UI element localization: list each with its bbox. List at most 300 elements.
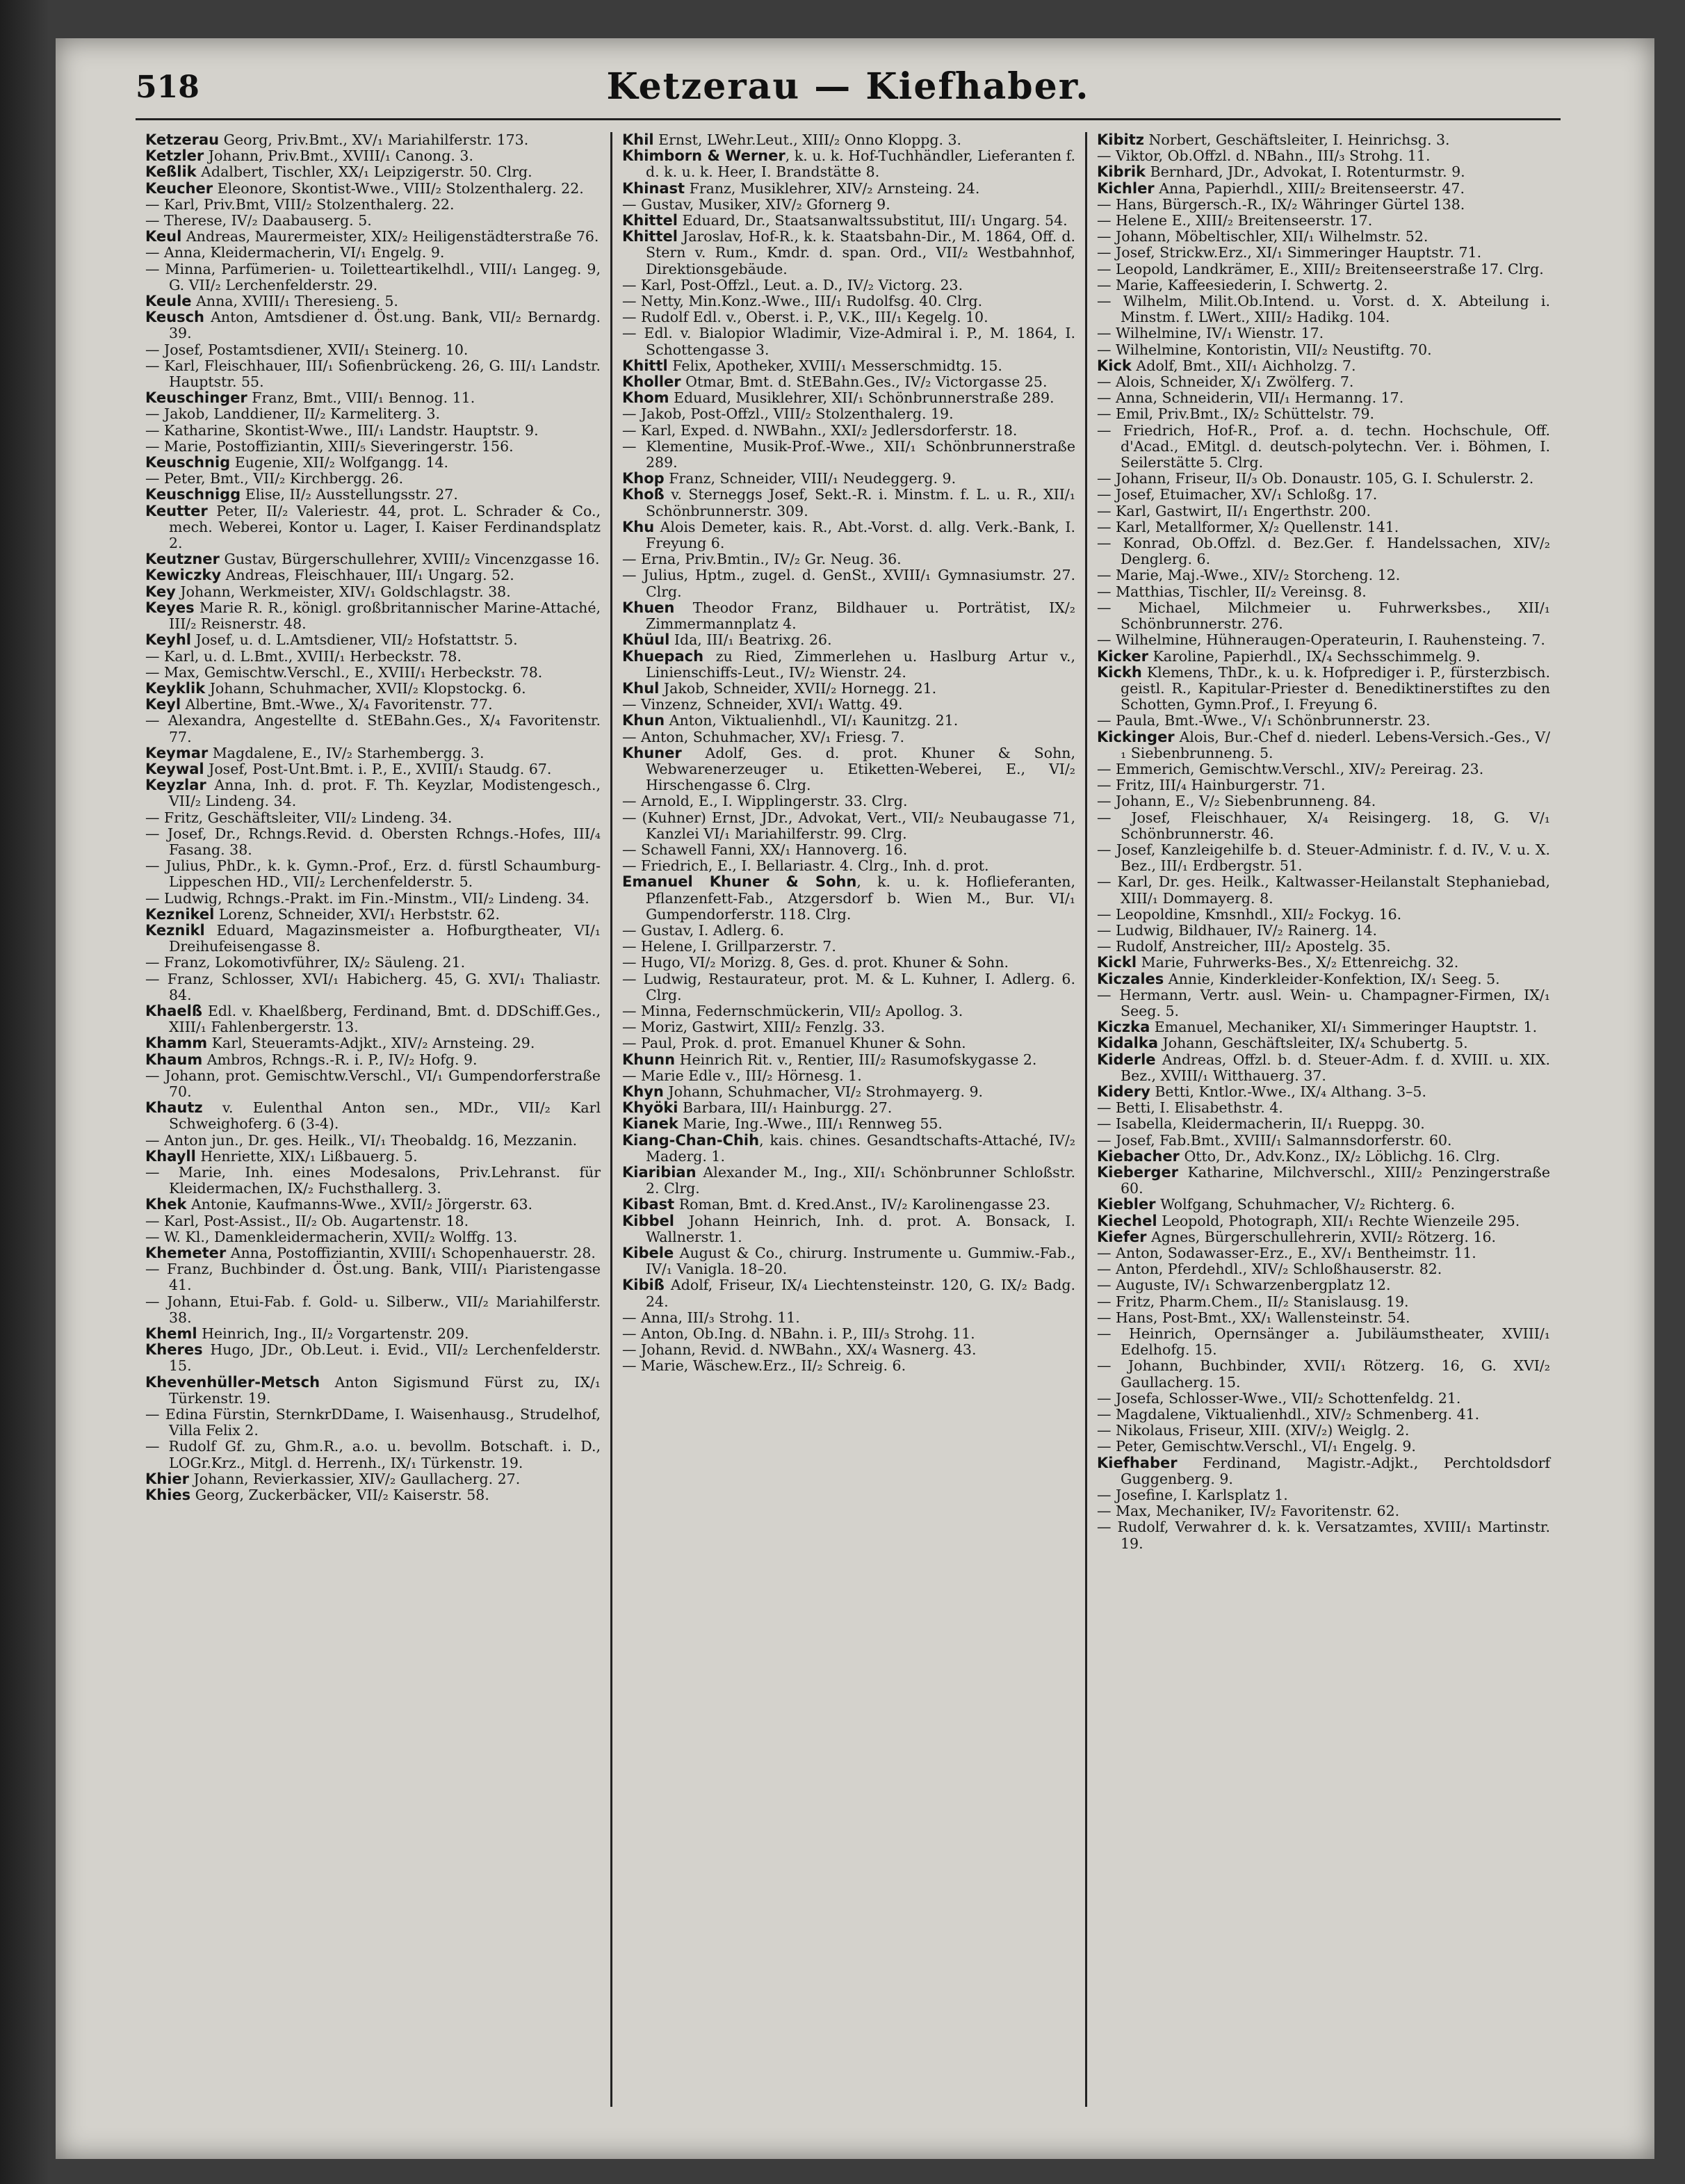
directory-entry (622, 358, 1075, 374)
entry-text: — Karl, Metallformer, X/₂ Quellenstr. 141. (1097, 518, 1399, 535)
directory-entry (145, 1229, 601, 1245)
entry-text: — Magdalene, Viktualienhdl., XIV/₂ Schmenberg. 41. (1097, 1406, 1480, 1423)
entry-text: — Arnold, E., I. Wipplingerstr. 33. Clrg. (622, 793, 908, 810)
directory-entry (1097, 1487, 1550, 1503)
directory-entry (1097, 1052, 1550, 1084)
directory-entry (1097, 1133, 1550, 1149)
entry-text: — Anton, Sodawasser-Erz., E., XV/₁ Bentheimstr. 11. (1097, 1245, 1476, 1262)
directory-entry (1097, 277, 1550, 293)
entry-headword: Khittel (622, 228, 678, 245)
entry-headword: Kibitz (1097, 132, 1144, 148)
entry-text: — Max, Gemischtw.Verschl., E., XVIII/₁ Herbeckstr. 78. (145, 663, 543, 681)
directory-entry (622, 745, 1075, 794)
directory-entry (1097, 713, 1550, 729)
entry-text: Otmar, Bmt. d. StEBahn.Ges., IV/₂ Victorgasse 25. (681, 373, 1048, 391)
entry-text: — Marie, Maj.-Wwe., XIV/₂ Storcheng. 12. (1097, 567, 1401, 584)
directory-entry (1097, 1407, 1550, 1423)
entry-headword: Kibrik (1097, 163, 1146, 181)
entry-headword: Khil (622, 132, 654, 148)
directory-entry (145, 503, 601, 552)
entry-text: Eduard, Dr., Staatsanwaltssubstitut, III/₁ Ungarg. 54. (677, 212, 1068, 229)
directory-entry (145, 1294, 601, 1326)
entry-text: — Rudolf, Verwahrer d. k. k. Versatzamtes, XVIII/₁ Martinstr. 19. (1097, 1519, 1550, 1552)
entry-headword: Khun (622, 712, 665, 729)
directory-entry (1097, 1277, 1550, 1293)
directory-entry (622, 423, 1075, 439)
directory-entry (622, 1003, 1075, 1019)
entry-headword: Khu (622, 518, 655, 535)
entry-headword: Khimborn & Werner (622, 147, 785, 165)
directory-entry (145, 567, 601, 583)
entry-headword: Kianek (622, 1115, 678, 1133)
entry-text: — Leopoldine, Kmsnhdl., XII/₂ Fockyg. 16. (1097, 905, 1402, 923)
directory-entry (1097, 1358, 1550, 1390)
directory-entry (145, 1245, 601, 1261)
directory-entry (1097, 358, 1550, 374)
directory-entry (1097, 1229, 1550, 1245)
document-page (56, 38, 1654, 2159)
directory-entry (622, 1245, 1075, 1277)
directory-entry (145, 923, 601, 955)
directory-entry (622, 923, 1075, 939)
entry-text: Andreas, Maurermeister, XIX/₂ Heiligenstädterstraße 76. (181, 228, 599, 245)
entry-text: — Friedrich, Hof-R., Prof. a. d. techn. Hochschule, Off. d'Acad., EMitgl. d. deutsch-polytechn. Ver. i. Böhmen, I. Seilerstätte 5. Clrg. (1097, 421, 1550, 471)
directory-entry (145, 309, 601, 341)
entry-text: Anton, Viktualienhdl., VI/₁ Kaunitzg. 21. (665, 712, 959, 729)
directory-entry (622, 406, 1075, 422)
entry-text: Leopold, Photograph, XII/₁ Rechte Wienzeile 295. (1157, 1212, 1520, 1229)
entry-text: — Matthias, Tischler, II/₂ Vereinsg. 8. (1097, 583, 1367, 600)
entry-text: Anna, Papierhdl., XIII/₂ Breitenseerstr. 47. (1154, 179, 1465, 197)
entry-text: Gustav, Bürgerschullehrer, XVIII/₂ Vincenzgasse 16. (219, 551, 600, 568)
entry-text: Andreas, Offzl. b. d. Steuer-Adm. f. d. XVIII. u. XIX. Bez., XVIII/₁ Witthauerg. 37. (1121, 1051, 1550, 1084)
entry-headword: Khüul (622, 631, 670, 649)
entry-text: August & Co., chirurg. Instrumente u. Gummiw.-Fab., IV/₁ Vanigla. 18–20. (646, 1245, 1075, 1278)
entry-headword: Keuschnigg (145, 486, 241, 503)
entry-text: — Franz, Lokomotivführer, IX/₂ Säuleng. 21. (145, 954, 466, 971)
entry-headword: Kicker (1097, 647, 1148, 665)
directory-entry (622, 374, 1075, 390)
entry-headword: Khuepach (622, 647, 704, 665)
entry-text: — Edl. v. Bialopior Wladimir, Vize-Admiral i. P., M. 1864, I. Schottengasse 3. (622, 325, 1075, 358)
directory-entry (622, 213, 1075, 229)
entry-text: Marie, Fuhrwerks-Bes., X/₂ Ettenreichg. 32. (1137, 954, 1459, 971)
entry-headword: Kewiczky (145, 567, 222, 584)
entry-headword: Kibele (622, 1245, 674, 1262)
directory-entry (1097, 1439, 1550, 1455)
directory-entry (1097, 567, 1550, 583)
entry-text: — Paul, Prok. d. prot. Emanuel Khuner & Sohn. (622, 1035, 966, 1052)
entry-text: — Marie, Postoffiziantin, XIII/₅ Sieveringerstr. 156. (145, 437, 514, 455)
directory-entry (145, 745, 601, 761)
entry-text: — Karl, Gastwirt, II/₁ Engerthstr. 200. (1097, 502, 1371, 519)
entry-text: — Wilhelm, Milit.Ob.Intend. u. Vorst. d. X. Abteilung i. Minstm. f. LWert., XIII/₂ Hadikg. 104. (1097, 293, 1550, 326)
directory-entry (622, 197, 1075, 213)
directory-entry (622, 293, 1075, 309)
entry-headword: Keyhl (145, 631, 191, 649)
directory-entry (1097, 1197, 1550, 1213)
entry-text: — W. Kl., Damenkleidermacherin, XVII/₂ Wolffg. 13. (145, 1228, 518, 1245)
directory-entry (145, 907, 601, 923)
entry-text: Jaroslav, Hof-R., k. k. Staatsbahn-Dir., M. 1864, Off. d. Stern v. Rum., Kmdr. d. span. Ord., VII/₂ Westbahnhof, Direktionsgebäude. (646, 228, 1075, 277)
entry-text: — Vinzenz, Schneider, XVI/₁ Wattg. 49. (622, 696, 903, 713)
directory-entry (622, 1326, 1075, 1342)
directory-entry (145, 1261, 601, 1293)
directory-entry (145, 487, 601, 503)
entry-headword: Kickinger (1097, 728, 1175, 745)
page-number: 518 (136, 70, 200, 105)
directory-entry (1097, 907, 1550, 923)
entry-text: — Schawell Fanni, XX/₁ Hannoverg. 16. (622, 841, 908, 858)
entry-text: Heinrich Rit. v., Rentier, III/₂ Rasumofskygasse 2. (675, 1051, 1037, 1068)
entry-headword: Keywal (145, 760, 204, 777)
entry-text: Henriette, XIX/₁ Lißbauerg. 5. (195, 1147, 418, 1165)
directory-entry (1097, 1165, 1550, 1197)
directory-entry (622, 649, 1075, 681)
entry-text: Alexander M., Ing., XII/₁ Schönbrunner Schloßstr. 2. Clrg. (646, 1164, 1075, 1197)
directory-entry (1097, 1519, 1550, 1551)
entry-text: — Anton, Pferdehdl., XIV/₂ Schloßhauserstr. 82. (1097, 1261, 1442, 1278)
entry-text: — Katharine, Skontist-Wwe., III/₁ Landstr. Hauptstr. 9. (145, 421, 539, 439)
entry-text: Adolf, Bmt., XII/₁ Aichholzg. 7. (1131, 357, 1356, 374)
directory-entry (145, 1068, 601, 1100)
entry-text: Ferdinand, Magistr.-Adjkt., Perchtoldsdorf Guggenberg. 9. (1121, 1454, 1550, 1487)
directory-entry (1097, 665, 1550, 713)
entry-text: Anna, XVIII/₁ Theresieng. 5. (191, 293, 398, 310)
directory-entry (145, 1407, 601, 1439)
directory-entry (145, 229, 601, 245)
directory-entry (622, 681, 1075, 697)
entry-text: Adolf, Ges. d. prot. Khuner & Sohn, Webwarenerzeuger u. Etiketten-Weberei, E., VI/₂ Hirschengasse 6. Clrg. (646, 744, 1075, 794)
entry-text: — Anna, Kleidermacherin, VI/₁ Engelg. 9. (145, 244, 445, 261)
entry-headword: Kieberger (1097, 1164, 1178, 1181)
directory-entry (622, 1197, 1075, 1213)
entry-text: — Karl, Fleischhauer, III/₁ Sofienbrückeng. 26, G. III/₁ Landstr. Hauptstr. 55. (145, 357, 601, 391)
directory-entry (622, 874, 1075, 923)
directory-entry (622, 229, 1075, 277)
entry-text: Felix, Apotheker, XVIII/₁ Messerschmidtg. 15. (667, 357, 1002, 374)
directory-entry (622, 471, 1075, 487)
entry-headword: Khom (622, 389, 669, 407)
entry-text: — Hugo, VI/₂ Morizg. 8, Ges. d. prot. Khuner & Sohn. (622, 954, 1009, 971)
directory-entry (145, 1487, 601, 1503)
directory-entry (622, 1084, 1075, 1100)
entry-text: Marie, Ing.-Wwe., III/₁ Rennweg 55. (678, 1115, 943, 1133)
entry-text: — Rudolf, Anstreicher, III/₂ Apostelg. 35. (1097, 938, 1391, 955)
page-header (136, 56, 1561, 120)
entry-text: — Anton, Ob.Ing. d. NBahn. i. P., III/₃ Strohg. 11. (622, 1325, 975, 1343)
entry-text: Barbara, III/₁ Hainburgg. 27. (678, 1099, 893, 1117)
directory-entry (145, 342, 601, 358)
entry-text: Klemens, ThDr., k. u. k. Hofprediger i. P., fürsterzbisch. geistl. R., Kapitular-Priester d. Benediktinerstiftes zu den Schotten, Gymn.Prof., I. Freyung 6. (1121, 663, 1550, 713)
directory-entry (1097, 1035, 1550, 1051)
entry-text: Eugenie, XII/₂ Wolfgangg. 14. (230, 454, 449, 471)
directory-entry (1097, 1100, 1550, 1116)
directory-entry (622, 1100, 1075, 1116)
entry-headword: Khop (622, 470, 665, 487)
entry-text: — Minna, Federnschmückerin, VII/₂ Apollog. 3. (622, 1002, 963, 1019)
directory-entry (1097, 810, 1550, 842)
directory-entry (622, 1213, 1075, 1245)
entry-text: — Alois, Schneider, X/₁ Zwölferg. 7. (1097, 373, 1354, 391)
directory-entry (145, 1035, 601, 1051)
directory-entry (145, 358, 601, 390)
entry-text: Eduard, Magazinsmeister a. Hofburgtheater, VI/₁ Dreihufeisengasse 8. (169, 921, 601, 955)
directory-entry (622, 325, 1075, 357)
entry-headword: Khul (622, 679, 660, 697)
directory-entry (1097, 1261, 1550, 1277)
entry-text: Albertine, Bmt.-Wwe., X/₄ Favoritenstr. 77. (181, 696, 493, 713)
entry-headword: Keyes (145, 599, 195, 616)
directory-entry (1097, 148, 1550, 164)
entry-text: Lorenz, Schneider, XVI/₁ Herbststr. 62. (214, 905, 500, 923)
entry-text: Theodor Franz, Bildhauer u. Porträtist, IX/₂ Zimmermannplatz 4. (646, 599, 1075, 633)
entry-text: — Josefine, I. Karlsplatz 1. (1097, 1487, 1288, 1504)
entry-text: Georg, Priv.Bmt., XV/₁ Mariahilferstr. 173. (219, 132, 529, 148)
directory-entry (622, 1310, 1075, 1326)
entry-text: — Gustav, I. Adlerg. 6. (622, 921, 785, 939)
directory-entry (622, 600, 1075, 632)
entry-text: — Franz, Buchbinder d. Öst.ung. Bank, VIII/₁ Piaristengasse 41. (145, 1261, 601, 1294)
entry-text: Eduard, Musiklehrer, XII/₁ Schönbrunnerstraße 289. (669, 389, 1055, 407)
directory-entry (622, 1342, 1075, 1358)
entry-text: Anna, Inh. d. prot. F. Th. Keyzlar, Modistengesch., VII/₂ Lindeng. 34. (169, 777, 601, 810)
entry-text: — Julius, PhDr., k. k. Gymn.-Prof., Erz. d. fürstl Schaumburg-Lippeschen HD., VII/₂ Lerchenfelderstr. 5. (145, 857, 601, 891)
entry-text: Franz, Musiklehrer, XIV/₂ Arnsteing. 24. (685, 179, 980, 197)
directory-entry (1097, 423, 1550, 471)
directory-entry (622, 1133, 1075, 1165)
entry-text: Magdalene, E., IV/₂ Starhembergg. 3. (208, 744, 485, 761)
directory-entry (1097, 649, 1550, 665)
directory-entry (1097, 261, 1550, 277)
entry-headword: Khautz (145, 1099, 203, 1117)
directory-entry (145, 1375, 601, 1407)
directory-entry (145, 697, 601, 713)
entry-headword: Khittel (622, 212, 678, 229)
entry-headword: Khamm (145, 1035, 208, 1052)
directory-entry (145, 1052, 601, 1068)
entry-headword: Khuen (622, 599, 675, 616)
entry-text: — Edina Fürstin, SternkrDDame, I. Waisenhausg., Strudelhof, Villa Felix 2. (145, 1406, 601, 1439)
directory-entry (1097, 842, 1550, 874)
directory-entry (622, 842, 1075, 858)
entry-headword: Key (145, 583, 176, 600)
entry-headword: Kickh (1097, 663, 1142, 681)
entry-headword: Keznikl (145, 921, 205, 939)
directory-entry (622, 390, 1075, 406)
directory-entry (622, 551, 1075, 567)
entry-text: — Marie, Kaffeesiederin, I. Schwertg. 2. (1097, 276, 1388, 293)
entry-text: Katharine, Milchverschl., XIII/₂ Penzingerstraße 60. (1121, 1164, 1550, 1197)
entry-text: Johann, Schuhmacher, VI/₂ Strohmayerg. 9. (663, 1083, 984, 1100)
directory-entry (1097, 245, 1550, 261)
entry-text: Heinrich, Ing., II/₂ Vorgartenstr. 209. (197, 1325, 469, 1343)
entry-headword: Kibiß (622, 1277, 665, 1294)
entry-text: Ida, III/₁ Beatrixg. 26. (669, 631, 832, 649)
entry-headword: Keyl (145, 696, 181, 713)
directory-entry (145, 681, 601, 697)
directory-entry (1097, 761, 1550, 777)
directory-columns (136, 132, 1561, 2107)
entry-text: Johann, Schuhmacher, XVII/₂ Klopstockg. 6. (205, 679, 526, 697)
entry-headword: Keutzner (145, 551, 220, 568)
entry-text: — Fritz, III/₄ Hainburgerstr. 71. (1097, 777, 1326, 794)
entry-text: Norbert, Geschäftsleiter, I. Heinrichsg. 3. (1143, 132, 1450, 148)
entry-text: — Julius, Hptm., zugel. d. GenSt., XVIII/₁ Gymnasiumstr. 27. Clrg. (622, 567, 1075, 600)
entry-text: zu Ried, Zimmerlehen u. Haslburg Artur v., Linienschiffs-Leut., IV/₂ Wienstr. 24. (646, 647, 1075, 681)
directory-entry (1097, 374, 1550, 390)
directory-column-3 (1085, 132, 1560, 2107)
entry-headword: Kiebler (1097, 1196, 1156, 1213)
entry-text: — Johann, prot. Gemischtw.Verschl., VI/₁ Gumpendorferstraße 70. (145, 1067, 601, 1100)
directory-entry (1097, 1294, 1550, 1310)
entry-text: — Leopold, Landkrämer, E., XIII/₂ Breitenseerstraße 17. Clrg. (1097, 260, 1544, 277)
entry-text: — Josef, Fab.Bmt., XVIII/₁ Salmannsdorferstr. 60. (1097, 1131, 1452, 1149)
entry-text: — Johann, Etui-Fab. f. Gold- u. Silberw., VII/₂ Mariahilferstr. 38. (145, 1293, 601, 1326)
entry-text: — Wilhelmine, Kontoristin, VII/₂ Neustiftg. 70. (1097, 341, 1432, 358)
directory-entry (1097, 971, 1550, 987)
entry-text: Johann Heinrich, Inh. d. prot. A. Bonsack, I. Wallnerstr. 1. (646, 1212, 1075, 1245)
directory-entry (1097, 406, 1550, 422)
entry-headword: Keuschnig (145, 454, 231, 471)
entry-text: — Karl, Exped. d. NWBahn., XXI/₂ Jedlersdorferstr. 18. (622, 421, 1018, 439)
entry-text: — Marie, Wäschew.Erz., II/₂ Schreig. 6. (622, 1357, 906, 1375)
directory-entry (1097, 519, 1550, 535)
entry-headword: Kheml (145, 1325, 197, 1343)
directory-entry (145, 1213, 601, 1229)
entry-text: — Helene, I. Grillparzerstr. 7. (622, 938, 836, 955)
entry-text: Adalbert, Tischler, XX/₁ Leipzigerstr. 50. Clrg. (196, 163, 532, 181)
directory-entry (1097, 729, 1550, 761)
entry-text: Franz, Bmt., VIII/₁ Bennog. 11. (247, 389, 475, 407)
directory-entry (1097, 197, 1550, 213)
entry-text: — Michael, Milchmeier u. Fuhrwerksbes., XII/₁ Schönbrunnerstr. 276. (1097, 599, 1550, 633)
entry-text: — Johann, Revid. d. NWBahn., XX/₄ Wasnerg. 43. (622, 1341, 977, 1359)
directory-entry (1097, 1455, 1550, 1487)
entry-text: Betti, Kntlor.-Wwe., IX/₄ Althang. 3–5. (1150, 1083, 1426, 1100)
entry-text: — Ludwig, Bildhauer, IV/₂ Rainerg. 14. (1097, 921, 1377, 939)
directory-entry (145, 245, 601, 261)
directory-entry (1097, 1423, 1550, 1439)
directory-entry (1097, 939, 1550, 955)
entry-headword: Khinast (622, 179, 685, 197)
directory-entry (622, 729, 1075, 745)
entry-text: Adolf, Friseur, IX/₄ Liechtensteinstr. 120, G. IX/₂ Badg. 24. (646, 1277, 1075, 1310)
entry-headword: Keusch (145, 309, 204, 326)
directory-entry (622, 810, 1075, 842)
directory-entry (1097, 535, 1550, 567)
entry-text: — Hans, Post-Bmt., XX/₁ Wallensteinstr. 54. (1097, 1309, 1410, 1326)
entry-text: — Gustav, Musiker, XIV/₂ Gfornerg 9. (622, 195, 890, 213)
directory-entry (1097, 390, 1550, 406)
entry-text: — Helene E., XIII/₂ Breitenseerstr. 17. (1097, 212, 1373, 229)
directory-entry (145, 761, 601, 777)
directory-entry (622, 1116, 1075, 1132)
entry-text: Wolfgang, Schuhmacher, V/₂ Richterg. 6. (1155, 1196, 1456, 1213)
entry-headword: Khyöki (622, 1099, 678, 1117)
directory-entry (1097, 181, 1550, 197)
directory-entry (1097, 1326, 1550, 1358)
directory-entry (1097, 632, 1550, 648)
entry-headword: Kiaribian (622, 1164, 697, 1181)
directory-entry (145, 551, 601, 567)
entry-headword: Keyzlar (145, 777, 206, 794)
directory-entry (622, 939, 1075, 955)
directory-entry (145, 423, 601, 439)
entry-headword: Kiang-Chan-Chih (622, 1131, 760, 1149)
directory-entry (622, 1165, 1075, 1197)
entry-text: — Nikolaus, Friseur, XIII. (XIV/₂) Weiglg. 2. (1097, 1422, 1410, 1439)
entry-text: — Heinrich, Opernsänger a. Jubiläumstheater, XVIII/₁ Edelhofg. 15. (1097, 1325, 1550, 1359)
entry-headword: Khayll (145, 1147, 196, 1165)
entry-headword: Kichler (1097, 179, 1155, 197)
directory-entry (622, 567, 1075, 599)
directory-entry (1097, 1391, 1550, 1407)
entry-text: — Johann, Möbeltischler, XII/₁ Wilhelmstr. 52. (1097, 228, 1428, 245)
directory-entry (145, 665, 601, 681)
entry-headword: Keuschinger (145, 389, 247, 407)
entry-text: — Anna, III/₃ Strohg. 11. (622, 1309, 800, 1326)
entry-text: — Karl, u. d. L.Bmt., XVIII/₁ Herbeckstr. 78. (145, 647, 462, 665)
entry-headword: Kheres (145, 1341, 203, 1359)
entry-text: — Ludwig, Rchngs.-Prakt. im Fin.-Minstm., VII/₂ Lindeng. 34. (145, 889, 589, 907)
entry-text: — Josef, Etuimacher, XV/₁ Schloßg. 17. (1097, 486, 1378, 503)
entry-text: Johann, Priv.Bmt., XVIII/₁ Canong. 3. (204, 147, 473, 165)
directory-entry (1097, 923, 1550, 939)
directory-entry (145, 390, 601, 406)
entry-headword: Khemeter (145, 1245, 227, 1262)
directory-column-1 (136, 132, 610, 2107)
entry-text: Josef, Post-Unt.Bmt. i. P., E., XVIII/₁ Staudg. 67. (204, 760, 552, 777)
entry-text: — Franz, Schlosser, XVI/₁ Habicherg. 45, G. XVI/₁ Thaliastr. 84. (145, 970, 601, 1003)
directory-entry (1097, 1149, 1550, 1165)
directory-entry (622, 697, 1075, 713)
directory-entry (1097, 1503, 1550, 1519)
entry-text: — Johann, Friseur, II/₃ Ob. Donaustr. 105, G. I. Schulerstr. 2. (1097, 470, 1534, 487)
directory-entry (622, 1019, 1075, 1035)
directory-entry (145, 1439, 601, 1471)
entry-text: Peter, II/₂ Valeriestr. 44, prot. L. Schrader & Co., mech. Weberei, Kontor u. Lager, I. Kaiser Ferdinandsplatz 2. (169, 502, 601, 552)
entry-text: — Anton, Schuhmacher, XV/₁ Friesg. 7. (622, 728, 905, 745)
directory-entry (145, 148, 601, 164)
directory-entry (145, 164, 601, 180)
directory-entry (145, 293, 601, 309)
entry-headword: Kibbel (622, 1212, 674, 1229)
entry-text: — Rudolf Gf. zu, Ghm.R., a.o. u. bevollm. Botschaft. i. D., LOGr.Krz., Mitgl. d. Herrenh., IX/₁ Türkenstr. 19. (145, 1438, 601, 1471)
directory-entry (622, 1068, 1075, 1084)
directory-entry (1097, 1310, 1550, 1326)
directory-entry (145, 261, 601, 293)
entry-text: — Marie Edle v., III/₂ Hörnesg. 1. (622, 1067, 862, 1084)
entry-headword: Khoß (622, 486, 665, 503)
directory-entry (1097, 132, 1550, 148)
directory-entry (145, 1003, 601, 1035)
directory-entry (1097, 164, 1550, 180)
entry-text: Andreas, Fleischhauer, III/₁ Ungarg. 52. (221, 567, 514, 584)
entry-headword: Khek (145, 1196, 187, 1213)
entry-text: — Johann, Buchbinder, XVII/₁ Rötzerg. 16, G. XVI/₂ Gaullacherg. 15. (1097, 1357, 1550, 1391)
directory-entry (622, 277, 1075, 293)
entry-headword: Kidalka (1097, 1035, 1159, 1052)
entry-text: — (Kuhner) Ernst, JDr., Advokat, Vert., VII/₂ Neubaugasse 71, Kanzlei VI/₁ Mariahilferstr. 99. Clrg. (622, 809, 1075, 842)
entry-headword: Khaum (145, 1051, 203, 1068)
directory-entry (145, 1165, 601, 1197)
running-head: Ketzerau — Kiefhaber. (606, 65, 1090, 108)
directory-entry (145, 1197, 601, 1213)
entry-text: — Wilhelmine, IV/₁ Wienstr. 17. (1097, 325, 1324, 342)
directory-entry (622, 1277, 1075, 1309)
directory-entry (145, 632, 601, 648)
